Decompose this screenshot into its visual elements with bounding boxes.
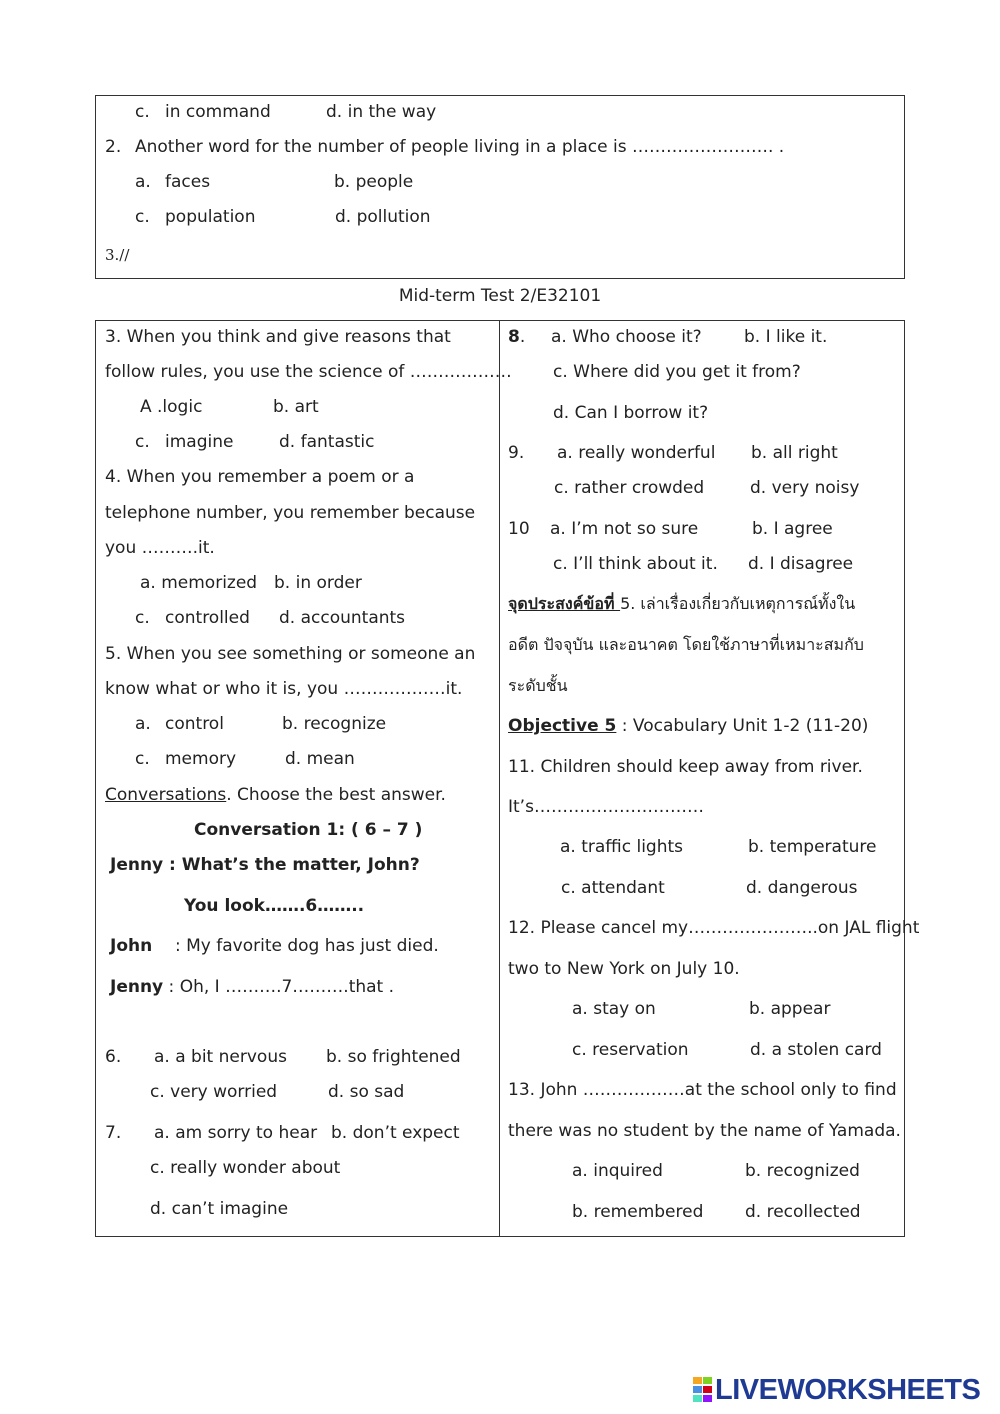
- q7-option-a: a. am sorry to hear: [154, 1123, 318, 1143]
- q2-option-a: faces: [165, 172, 211, 192]
- q2-stem: Another word for the number of people living in a place is ……………………. .: [135, 137, 785, 157]
- q6-option-c: c. very worried: [150, 1082, 278, 1102]
- q13-stem-line2: there was no student by the name of Yamada.: [508, 1121, 901, 1141]
- q5-stem-line1: 5. When you see something or someone an: [105, 644, 476, 664]
- q13-option-d: d. recollected: [745, 1202, 861, 1222]
- q8-option-c: c. Where did you get it from?: [553, 362, 801, 382]
- column-divider: [499, 320, 500, 1237]
- objective-5-text: : Vocabulary Unit 1-2 (11-20): [616, 716, 869, 736]
- q11-stem-line1: 11. Children should keep away from river.: [508, 757, 863, 777]
- q10-number: 10: [508, 519, 530, 539]
- conversations-instruction: . Choose the best answer.: [226, 785, 446, 805]
- q11-option-d: d. dangerous: [746, 878, 858, 898]
- q3-option-a: A .logic: [140, 397, 203, 417]
- q9-option-a: a. really wonderful: [557, 443, 716, 463]
- q6-option-b: b. so frightened: [326, 1047, 461, 1067]
- john-speaker: John: [110, 936, 153, 956]
- q6-option-d: d. so sad: [328, 1082, 405, 1102]
- jenny-line1-cont: You look…….6……..: [184, 896, 365, 916]
- q11-stem-line2: It’s…………………………: [508, 797, 704, 817]
- jenny-line1: Jenny : What’s the matter, John?: [110, 855, 420, 875]
- q2-number: 2.: [105, 137, 122, 157]
- q12-option-b: b. appear: [749, 999, 831, 1019]
- q4-option-c-letter: c.: [135, 608, 150, 628]
- thai-objective-line1: [508, 596, 855, 612]
- q9-number: 9.: [508, 443, 525, 463]
- q5-option-a-letter: a.: [135, 714, 151, 734]
- q4-option-b: b. in order: [274, 573, 362, 593]
- jenny2-speaker: Jenny: [110, 977, 164, 997]
- q4-option-d: d. accountants: [279, 608, 406, 628]
- q7-number: 7.: [105, 1123, 122, 1143]
- q8-option-d: d. Can I borrow it?: [553, 403, 709, 423]
- q12-option-d: d. a stolen card: [750, 1040, 882, 1060]
- q9-option-b: b. all right: [751, 443, 838, 463]
- q12-option-c: c. reservation: [572, 1040, 689, 1060]
- q3-option-c-letter: c.: [135, 432, 150, 452]
- q4-option-a: a. memorized: [140, 573, 258, 593]
- thai-objective-line2: อดีต ปัจจุบัน และอนาคต โดยใช้ภาษาที่เหมาะสมกับ: [508, 635, 864, 654]
- q1-option-d: d. in the way: [326, 102, 437, 122]
- q13-option-a: a. inquired: [572, 1161, 663, 1181]
- q6-option-a: a. a bit nervous: [154, 1047, 287, 1067]
- q3-option-b: b. art: [273, 397, 319, 417]
- q8-number-digit: 8: [508, 327, 520, 347]
- q8-option-b: b. I like it.: [744, 327, 828, 347]
- conversations-heading: [105, 787, 446, 804]
- liveworksheets-logo: [693, 1373, 981, 1406]
- q4-stem-line3: you ……….it.: [105, 538, 215, 558]
- q5-option-c: memory: [165, 749, 237, 769]
- q1-option-c: in command: [165, 102, 271, 122]
- q12-option-a: a. stay on: [572, 999, 656, 1019]
- q9-option-d: d. very noisy: [750, 478, 860, 498]
- q3-stem-line2: follow rules, you use the science of ………………: [105, 362, 512, 382]
- q5-stem-line2: know what or who it is, you ………………it.: [105, 679, 463, 699]
- q5-option-c-letter: c.: [135, 749, 150, 769]
- q5-option-b: b. recognize: [282, 714, 387, 734]
- q2-option-c: population: [165, 207, 256, 227]
- conversations-label: Conversations: [105, 785, 227, 805]
- q2-option-b: b. people: [334, 172, 414, 192]
- q4-stem-line1: 4. When you remember a poem or a: [105, 467, 415, 487]
- q13-option-c: b. remembered: [572, 1202, 704, 1222]
- q10-option-c: c. I’ll think about it.: [553, 554, 718, 574]
- liveworksheets-logo-icon: [693, 1377, 713, 1403]
- q8-number-dot: .: [519, 327, 526, 347]
- q10-option-d: d. I disagree: [748, 554, 854, 574]
- conversation-title: Conversation 1: ( 6 – 7 ): [194, 820, 423, 840]
- jenny-line2: [110, 979, 394, 996]
- q2-option-d: d. pollution: [335, 207, 431, 227]
- q4-stem-line2: telephone number, you remember because: [105, 503, 476, 523]
- q3-option-d: d. fantastic: [279, 432, 375, 452]
- q12-stem-line2: two to New York on July 10.: [508, 959, 740, 979]
- q2-option-c-letter: c.: [135, 207, 150, 227]
- q9-option-c: c. rather crowded: [554, 478, 705, 498]
- jenny2-text: : Oh, I ……….7……….that .: [163, 977, 395, 997]
- q8-number: [508, 329, 525, 346]
- top-question-box: [95, 95, 905, 279]
- q12-stem-line1: 12. Please cancel my…………………..on JAL flight: [508, 918, 920, 938]
- objective-5-heading: [508, 718, 868, 735]
- q7-option-d: d. can’t imagine: [150, 1199, 289, 1219]
- objective-5-label: Objective 5: [508, 716, 617, 736]
- q6-number: 6.: [105, 1047, 122, 1067]
- q3-stem-line1: 3. When you think and give reasons that: [105, 327, 451, 347]
- q13-stem-line1: 13. John ………………at the school only to find: [508, 1080, 897, 1100]
- q13-option-b: b. recognized: [745, 1161, 860, 1181]
- q1-option-c-letter: c.: [135, 102, 150, 122]
- q5-option-a: control: [165, 714, 224, 734]
- q3-option-c: imagine: [165, 432, 234, 452]
- q5-option-d: d. mean: [285, 749, 355, 769]
- page-title: Mid-term Test 2/E32101: [398, 286, 602, 306]
- q11-option-c: c. attendant: [561, 878, 665, 898]
- q10-option-a: a. I’m not so sure: [550, 519, 699, 539]
- q3-placeholder: 3.//: [105, 246, 130, 264]
- john-line: : My favorite dog has just died.: [175, 936, 439, 956]
- thai-objective-text: 5. เล่าเรื่องเกี่ยวกับเหตุการณ์ทั้งใน: [620, 594, 856, 613]
- q4-option-c: controlled: [165, 608, 250, 628]
- thai-objective-line3: ระดับชั้น: [508, 676, 568, 695]
- q11-option-b: b. temperature: [748, 837, 877, 857]
- q2-option-a-letter: a.: [135, 172, 151, 192]
- q7-option-c: c. really wonder about: [150, 1158, 341, 1178]
- q8-option-a: a. Who choose it?: [551, 327, 702, 347]
- q10-option-b: b. I agree: [752, 519, 833, 539]
- q7-option-b: b. don’t expect: [331, 1123, 460, 1143]
- thai-objective-label: จุดประสงค์ข้อที่: [508, 594, 621, 613]
- liveworksheets-logo-text: LIVEWORKSHEETS: [715, 1373, 981, 1406]
- q11-option-a: a. traffic lights: [560, 837, 684, 857]
